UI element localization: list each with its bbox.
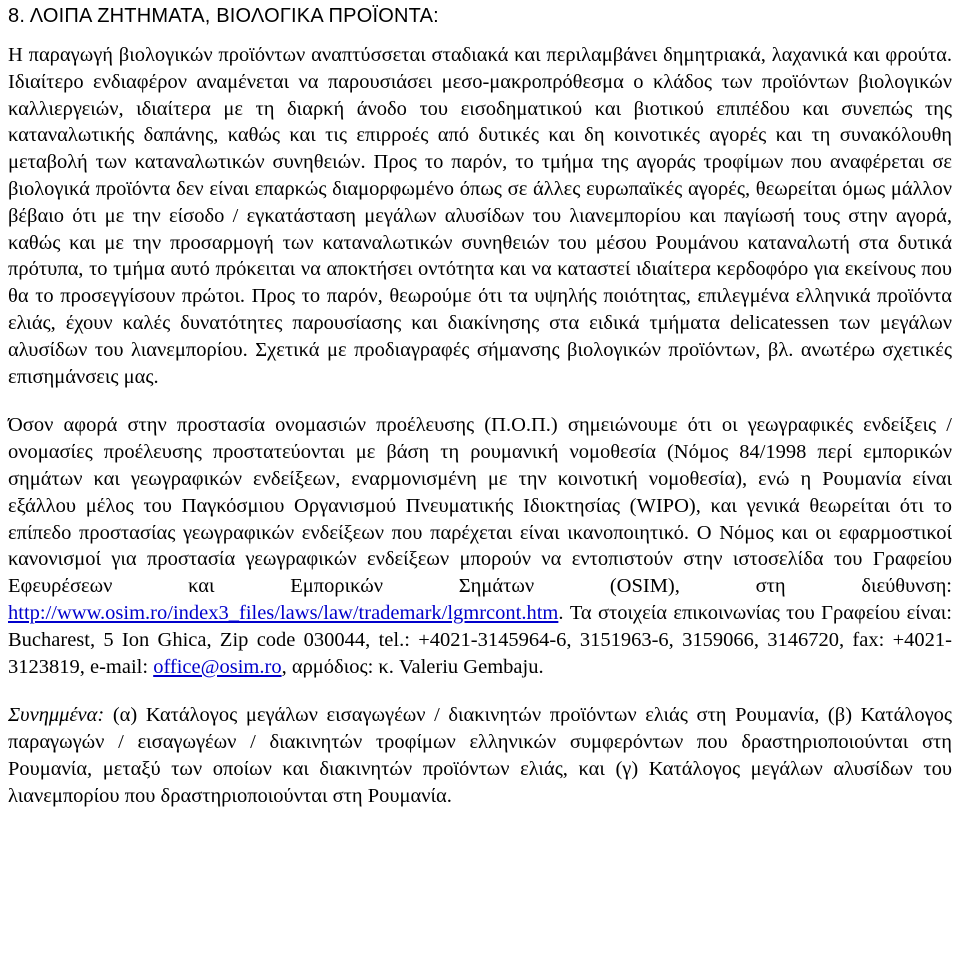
attachments-paragraph (8, 702, 952, 809)
pdo-contact-person: , αρμόδιος: κ. Valeriu Gembaju. (281, 655, 544, 678)
pdo-paragraph (8, 412, 952, 680)
osim-email-link[interactable]: office@osim.ro (153, 655, 282, 678)
pdo-contact-text: . Τα στοιχεία επικοινωνίας του Γραφείου είναι: Bucharest, 5 Ion Ghica, Zip code 030044, tel.: +4021-3145964-6, 3151963-6, 3159066, 3146720, fax: +4021-3123819, e-mail: (8, 601, 952, 678)
attachments-list-text: (α) Κατάλογος μεγάλων εισαγωγέων / διακινητών προϊόντων ελιάς στη Ρουμανία, (β) Κατάλογος παραγωγών / εισαγωγέων / διακινητών τροφίμων ελληνικών συμφερόντων που δραστηριοποιούνται στη Ρουμανία, μεταξύ των οποίων και διακινητών προϊόντων ελιάς, και (γ) Κατάλογος μεγάλων αλυσίδων του λιανεμπορίου που δραστηριοποιούνται στη Ρουμανία. (8, 704, 953, 807)
paragraph-spacer (8, 680, 952, 702)
organic-products-paragraph: Η παραγωγή βιολογικών προϊόντων αναπτύσσεται σταδιακά και περιλαμβάνει δημητριακά, λαχανικά και φρούτα. Ιδιαίτερο ενδιαφέρον αναμένεται να παρουσιάσει μεσο-μακροπρόθεσμα ο κλάδος των προϊόντων βιολογικών καλλιεργειών, ιδιαίτερα με τη διαρκή άνοδο του εισοδηματικού και βιοτικού επιπέδου και συνεπώς της καταναλωτικής δαπάνης, καθώς και τις επιρροές από δυτικές και δη κοινοτικές αγορές και τη συνακόλουθη μεταβολή των καταναλωτικών συνηθειών. Προς το παρόν, το τμήμα της αγοράς τροφίμων που αναφέρεται σε βιολογικά προϊόντα δεν είναι επαρκώς διαμορφωμένο όπως σε άλλες ευρωπαϊκές αγορές, θεωρείται όμως μάλλον βέβαιο ότι με την είσοδο / εγκατάσταση μεγάλων αλυσίδων του λιανεμπορίου και παγίωσή τους στην αγορά, καθώς και με την προσαρμογή των καταναλωτικών συνηθειών του μέσου Ρουμάνου καταναλωτή στα δυτικά πρότυπα, το τμήμα αυτό πρόκειται να αποκτήσει οντότητα και να καταστεί ιδιαίτερα κερδοφόρο για εκείνους που θα το προσεγγίσουν πρώτοι. Προς το παρόν, θεωρούμε ότι τα υψηλής ποιότητας, επιλεγμένα ελληνικά προϊόντα ελιάς, έχουν καλές δυνατότητες παρουσίασης και διακίνησης στα ειδικά τμήματα delicatessen των μεγάλων αλυσίδων του λιανεμπορίου. Σχετικά με προδιαγραφές σήμανσης βιολογικών προϊόντων, βλ. ανωτέρω σχετικές επισημάνσεις μας. (8, 44, 952, 388)
paragraph-spacer (8, 390, 952, 412)
attachments-label: Συνημμένα: (8, 704, 105, 727)
section-heading: 8. ΛΟΙΠΑ ΖΗΤΗΜΑΤΑ, ΒΙΟΛΟΓΙΚΑ ΠΡΟΪΟΝΤΑ: (8, 5, 439, 27)
osim-law-link[interactable]: http://www.osim.ro/index3_files/laws/law/trademark/lgmrcont.htm (8, 601, 559, 624)
pdo-text-intro: Όσον αφορά στην προστασία ονομασιών προέλευσης (Π.Ο.Π.) σημειώνουμε ότι οι γεωγραφικές ενδείξεις / ονομασίες προέλευσης προστατεύονται με βάση τη ρουμανική νομοθεσία (Νόμος 84/1998 περί εμπορικών σημάτων και γεωγραφικών ενδείξεων, εναρμονισμένη με την κοινοτική νομοθεσία), ενώ η Ρουμανία είναι εξάλλου μέλος του Παγκόσμιου Οργανισμού Πνευματικής Ιδιοκτησίας (WIPO), και γενικά θεωρείται ότι το επίπεδο προστασίας γεωγραφικών ενδείξεων που παρέχεται είναι ικανοποιητικό. Ο Νόμος και οι εφαρμοστικοί κανονισμοί για προστασία γεωγραφικών ενδείξεων μπορούν να εντοπιστούν στην ιστοσελίδα του Γραφείου Εφευρέσεων και Εμπορικών Σημάτων (OSIM), στη διεύθυνση: (8, 414, 952, 598)
document-page (8, 2, 952, 810)
